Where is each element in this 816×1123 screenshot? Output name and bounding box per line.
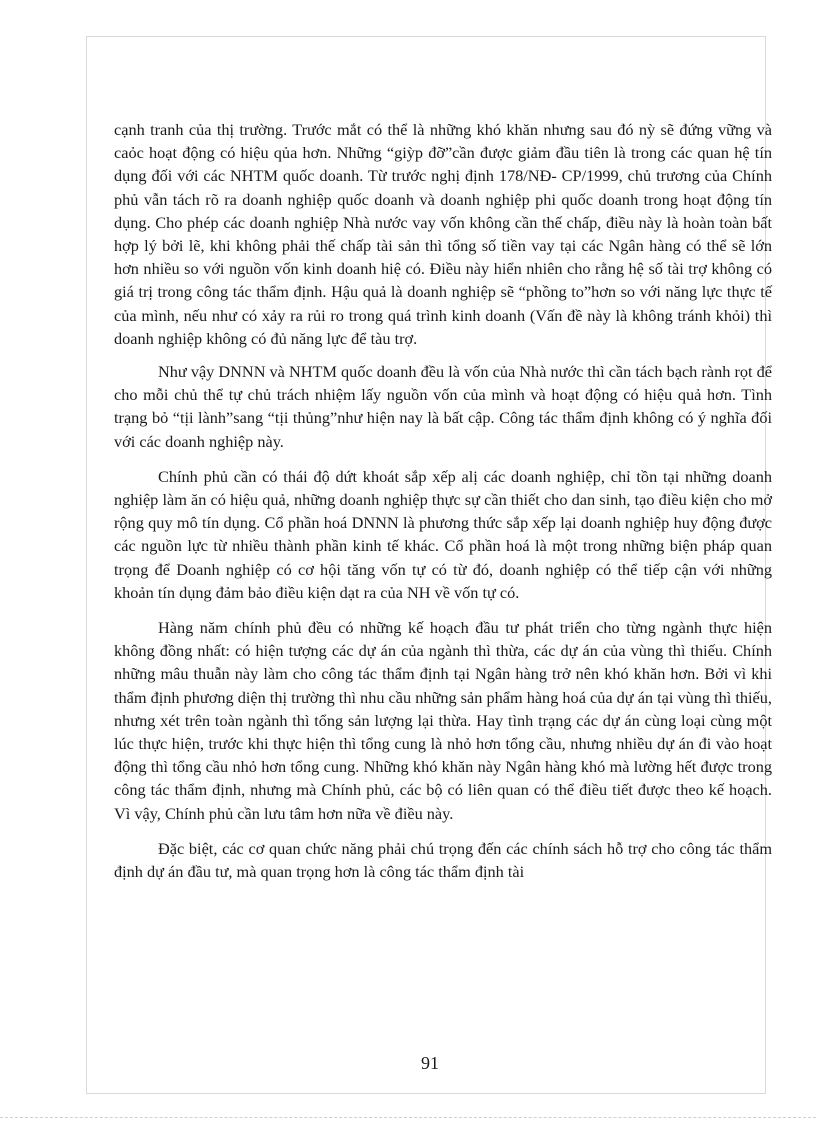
page-separator: [0, 1117, 816, 1118]
paragraph-4: Hàng năm chính phủ đều có những kế hoạch đầu tư phát triển cho từng ngành thực hiện không đồng nhất: có hiện tượng các dự án của ngành thì thừa, các dự án của vùng thì thiếu. Chính những mâu thuẫn này làm cho công tác thẩm định tại Ngân hàng trở nên khó khăn hơn. Bởi vì khi thẩm định phương diện thị trường thì nhu cầu những sản phẩm hàng hoá của dự án tại vùng thì thiếu, nhưng xét trên toàn ngành thì tổng sản lượng lại thừa. Hay tình trạng các dự án cùng loại cùng một lúc thực hiện, trước khi thực hiện thì tổng cung là nhỏ hơn tổng cầu, nhưng nhiều dự án đi vào hoạt động thì tổng cầu nhỏ hơn tổng cung. Những khó khăn này Ngân hàng khó mà lường hết được trong công tác thẩm định, nhưng mà Chính phủ, các bộ có liên quan có thể điều tiết được theo kế hoạch. Vì vậy, Chính phủ cần lưu tâm hơn nữa về điều này.: [114, 618, 772, 823]
body-text: [114, 118, 772, 895]
paragraph-1: cạnh tranh của thị trường. Trước mắt có thể là những khó khăn nhưng sau đó nỳ sẽ đứng vững và caỏc hoạt động có hiệu qủa hơn. Những “giỳp đỡ”cần được giảm đầu tiên là trong các quan hệ tín dụng đối với các NHTM quốc doanh. Từ trước nghị định 178/NĐ- CP/1999, chủ trương của Chính phủ vẫn tách rõ ra doanh nghiệp quốc doanh và doanh nghiệp phi quốc doanh trong hoạt động tín dụng. Cho phép các doanh nghiệp Nhà nước vay vốn không cần thế chấp, điều này là hoàn toàn bất hợp lý bởi lẽ, khi không phải thế chấp tài sản thì tổng số tiền vay tại các Ngân hàng có thể sẽ lớn hơn nhiều so với nguồn vốn kinh doanh hiệ có. Điều này hiển nhiên cho rằng hệ số tài trợ không có giá trị trong công tác thẩm định. Hậu quả là doanh nghiệp sẽ “phồng to”hơn so với năng lực thực tế của mình, nếu như có xảy ra rủi ro trong quá trình kinh doanh (Vấn đề này là không tránh khỏi) thì doanh nghiệp không có đủ năng lực để tàu trợ.: [114, 120, 772, 348]
page-number: 91: [421, 1053, 439, 1073]
paragraph-3: Chính phủ cần có thái độ dứt khoát sắp xếp alị các doanh nghiệp, chỉ tồn tại những doanh nghiệp làm ăn có hiệu quả, những doanh nghiệp thực sự cần thiết cho dan sinh, tạo điều kiện cho mở rộng quy mô tín dụng. Cổ phần hoá DNNN là phương thức sắp xếp lại doanh nghiệp huy động được các nguồn lực từ nhiều thành phần kinh tế khác. Cổ phần hoá là một trong những biện pháp quan trọng để Doanh nghiệp có cơ hội tăng vốn tự có từ đó, doanh nghiệp có thể tiếp cận với những khoản tín dụng đảm bảo điều kiện dạt ra của NH về vốn tự có.: [114, 466, 772, 602]
paragraph-5: Đặc biệt, các cơ quan chức năng phải chú trọng đến các chính sách hỗ trợ cho công tác thẩm định dự án đầu tư, mà quan trọng hơn là công tác thẩm định tài: [114, 838, 772, 882]
paragraph-2: Như vậy DNNN và NHTM quốc doanh đều là vốn của Nhà nước thì cần tách bạch rành rọt để cho mỗi chủ thể tự chủ trách nhiệm lấy nguồn vốn của mình và hoạt động có hiệu quả hơn. Tình trạng bỏ “tịi lành”sang “tịi thủng”như hiện nay là bất cập. Công tác thẩm định không có ý nghĩa đối với các doanh nghiệp này.: [114, 362, 772, 451]
